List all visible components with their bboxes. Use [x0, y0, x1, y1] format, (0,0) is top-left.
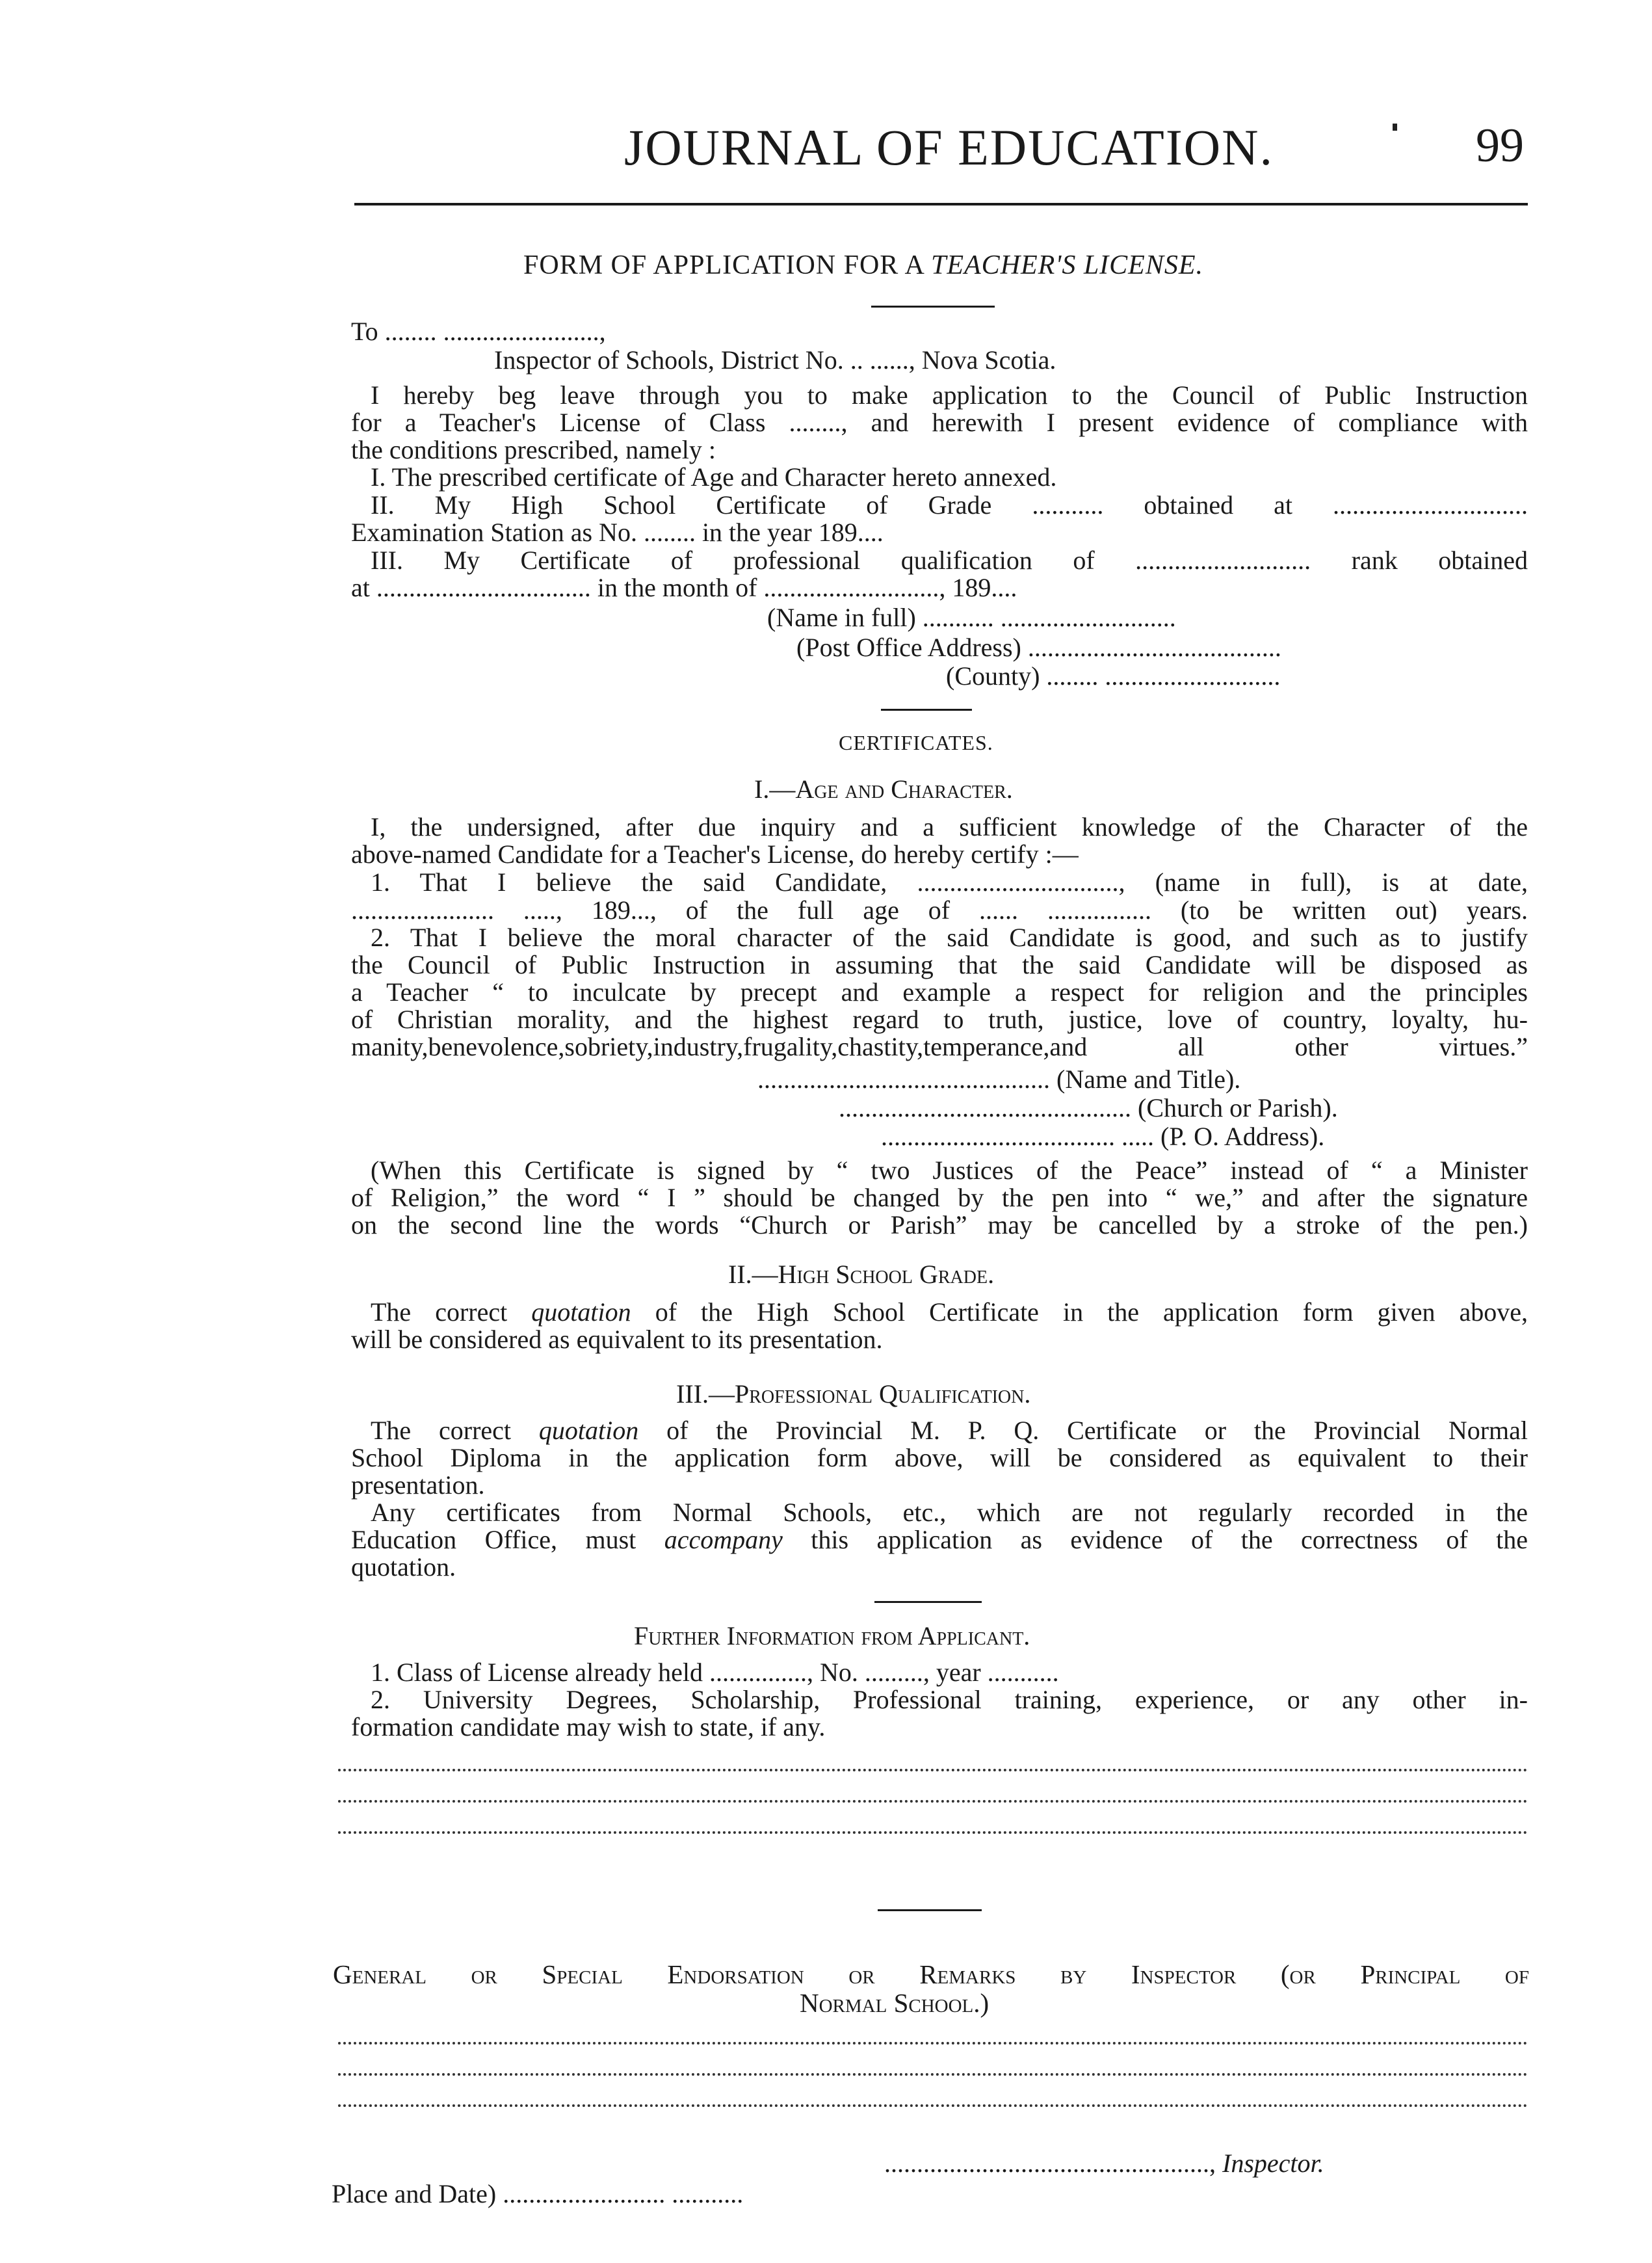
- age-item-2-line-5: manity,benevolence,sobriety,industry,frugality,chastity,temperance,and all other virtues.”: [351, 1032, 1528, 1061]
- professional-line-2: School Diploma in the application form above, will be considered as equivalent to their: [351, 1443, 1528, 1472]
- section-rule-3: [878, 1909, 982, 1911]
- further-item-1: 1. Class of License already held ..............., No. ........., year ...........: [371, 1658, 1059, 1687]
- high-school-heading: II.—High School Grade.: [728, 1260, 995, 1289]
- professional-line-1: [371, 1416, 1528, 1445]
- note-line-2: of Religion,” the word “ I ” should be changed by the pen into “ we,” and after the signature: [351, 1183, 1528, 1212]
- high-school-line-2: will be considered as equivalent to its presentation.: [351, 1325, 883, 1354]
- post-office-line: (Post Office Address) .......................................: [796, 633, 1281, 662]
- age-text-line-1: I, the undersigned, after due inquiry and a sufficient knowledge of the Character of the: [371, 812, 1528, 841]
- requirement-2-line-1: II. My High School Certificate of Grade ........... obtained at ..............................: [371, 490, 1528, 520]
- age-item-1-line-2: ...................... ....., 189..., of the full age of ...... ................ (to be written out) years.: [351, 895, 1528, 925]
- signature-po-address: .................................... ..... (P. O. Address).: [881, 1122, 1325, 1151]
- journal-title: JOURNAL OF EDUCATION.: [624, 119, 1274, 176]
- further-item-2-line-2: formation candidate may wish to state, if any.: [351, 1712, 826, 1741]
- inspector-signature-dots: ..................................................,: [884, 2149, 1216, 2178]
- form-title-prefix: FORM OF APPLICATION FOR A: [523, 250, 924, 280]
- high-school-line-1: [371, 1298, 1528, 1327]
- age-item-2-line-3: a Teacher “ to inculcate by precept and example a respect for religion and the principles: [351, 977, 1528, 1007]
- hs-line-1-c: of the High School Certificate in the application form given above,: [655, 1297, 1528, 1327]
- inspector-word: Inspector.: [1222, 2149, 1324, 2178]
- hs-line-1-a: The correct: [371, 1297, 508, 1327]
- signature-name-title: ............................................. (Name and Title).: [757, 1065, 1241, 1094]
- pq-line-1-quotation: quotation: [538, 1416, 639, 1445]
- section-rule-2: [874, 1601, 982, 1603]
- blank-line-2: [338, 1800, 1528, 1803]
- requirement-2-line-2: Examination Station as No. ........ in the year 189....: [351, 518, 884, 547]
- age-text-line-2: above-named Candidate for a Teacher's License, do hereby certify :—: [351, 840, 1079, 869]
- professional-line-5: [351, 1526, 1528, 1554]
- remarks-line-2: [338, 2073, 1528, 2076]
- pq-line-5-a: Education Office, must: [351, 1525, 636, 1554]
- certificates-heading: CERTIFICATES.: [839, 731, 993, 754]
- place-and-date: Place and Date) ......................... ...........: [332, 2179, 744, 2208]
- application-paragraph-line-3: the conditions prescribed, namely :: [351, 435, 716, 464]
- section-rule-1: [881, 709, 972, 711]
- pq-line-5-accompany: accompany: [664, 1525, 783, 1554]
- endorsement-heading-line-1: General or Special Endorsation or Remarks by Inspector (or Principal of: [333, 1959, 1529, 1989]
- title-rule: [871, 306, 995, 308]
- header-rule: [354, 203, 1528, 205]
- form-title-italic: TEACHER'S LICENSE.: [931, 250, 1204, 280]
- professional-line-3: presentation.: [351, 1470, 485, 1500]
- page-number: 99: [1476, 119, 1524, 172]
- professional-heading: III.—Professional Qualification.: [676, 1379, 1031, 1409]
- requirement-3-line-2: at ................................. in the month of ..........................., 189....: [351, 573, 1017, 602]
- further-item-2-line-1: 2. University Degrees, Scholarship, Professional training, experience, or any other in-: [371, 1685, 1528, 1714]
- hs-line-1-quotation: quotation: [531, 1297, 631, 1327]
- inspector-line: Inspector of Schools, District No. .. ......, Nova Scotia.: [494, 345, 1056, 375]
- pq-line-1-a: The correct: [371, 1416, 512, 1445]
- age-item-1-line-1: 1. That I believe the said Candidate, ..............................., (name in full), is at date,: [371, 867, 1528, 897]
- age-item-2-line-1: 2. That I believe the moral character of the said Candidate is good, and such as to justify: [371, 923, 1528, 952]
- requirement-1: I. The prescribed certificate of Age and Character hereto annexed.: [371, 462, 1057, 492]
- application-paragraph-line-1: I hereby beg leave through you to make application to the Council of Public Instruction: [371, 380, 1528, 410]
- note-line-3: on the second line the words “Church or Parish” may be cancelled by a stroke of the pen.): [351, 1210, 1528, 1239]
- to-line: To ........ ........................,: [351, 317, 606, 346]
- remarks-line-3: [338, 2104, 1528, 2107]
- blank-line-1: [338, 1769, 1528, 1771]
- form-title: [523, 251, 1203, 280]
- age-item-2-line-4: of Christian morality, and the highest regard to truth, justice, love of country, loyalty, hu-: [351, 1005, 1528, 1034]
- endorsement-heading-line-2: Normal School.): [800, 1988, 990, 2018]
- professional-line-6: quotation.: [351, 1552, 456, 1581]
- professional-line-4: Any certificates from Normal Schools, etc., which are not regularly recorded in the: [371, 1498, 1528, 1527]
- pq-line-1-c: of the Provincial M. P. Q. Certificate or the Provincial Normal: [666, 1416, 1528, 1445]
- county-line: (County) ........ ...........................: [946, 661, 1281, 691]
- age-character-heading: I.—Age and Character.: [754, 774, 1013, 804]
- inspector-signature-line: [884, 2149, 1324, 2178]
- print-speck: [1393, 124, 1397, 131]
- further-info-heading: Further Information from Applicant.: [634, 1621, 1030, 1650]
- remarks-line-1: [338, 2042, 1528, 2045]
- age-item-2-line-2: the Council of Public Instruction in assuming that the said Candidate will be disposed as: [351, 950, 1528, 979]
- note-line-1: (When this Certificate is signed by “ two Justices of the Peace” instead of “ a Minister: [371, 1156, 1528, 1185]
- application-paragraph-line-2: for a Teacher's License of Class ........, and herewith I present evidence of compliance with: [351, 408, 1528, 437]
- requirement-3-line-1: III. My Certificate of professional qualification of ........................... rank obtained: [371, 546, 1528, 575]
- name-in-full-line: (Name in full) ........... ...........................: [767, 603, 1176, 632]
- signature-church-parish: ............................................. (Church or Parish).: [839, 1093, 1338, 1122]
- blank-line-3: [338, 1831, 1528, 1834]
- pq-line-5-c: this application as evidence of the correctness of the: [811, 1525, 1528, 1554]
